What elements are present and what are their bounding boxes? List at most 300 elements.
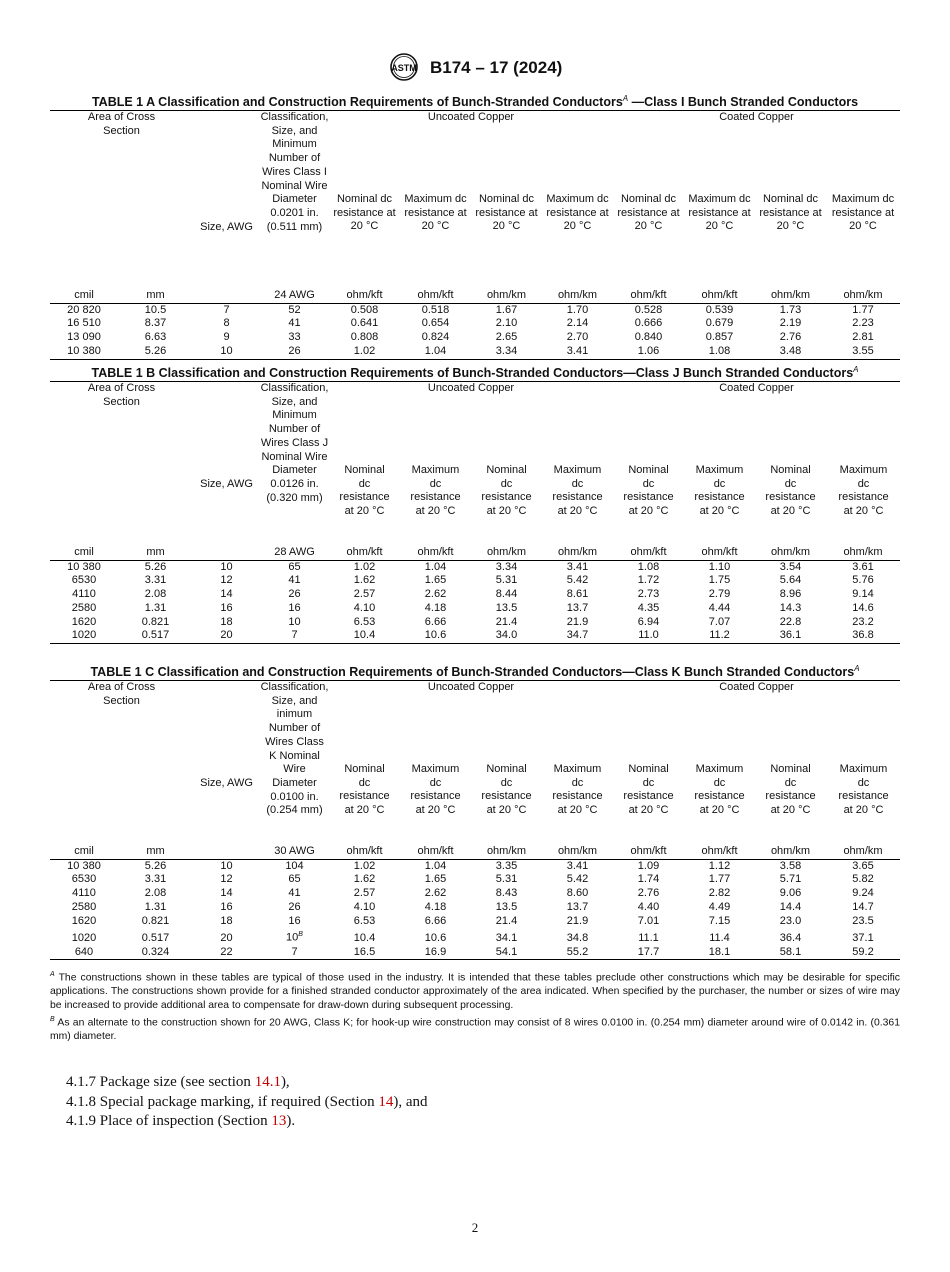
cell-value: 5.31 xyxy=(495,873,518,886)
cell-value: 11.0 xyxy=(638,629,659,642)
cell-value: 1.02 xyxy=(353,560,376,573)
uncoated-copper-header: Uncoated Copper xyxy=(427,681,515,693)
cell-value: 1620 xyxy=(71,914,97,927)
table-row xyxy=(50,946,900,960)
page-header xyxy=(0,52,950,86)
cell-value: 4.18 xyxy=(424,601,447,614)
table-cell xyxy=(684,859,755,873)
section-link[interactable]: 14.1 xyxy=(254,1074,281,1090)
cell-value: 13.5 xyxy=(495,900,518,913)
cell-value: 34.0 xyxy=(495,629,518,642)
page-number: 2 xyxy=(471,1220,479,1235)
cell-value: 2.57 xyxy=(353,588,376,601)
table-cell xyxy=(755,859,826,873)
item-text: 4.1.8 Special package marking, if required (Section xyxy=(66,1093,379,1110)
table-a-title-note: A xyxy=(622,94,629,103)
cell-value: 14.6 xyxy=(852,601,874,614)
table-cell xyxy=(755,887,826,901)
cell-value: 3.61 xyxy=(852,560,874,573)
cell-value: 6.66 xyxy=(424,615,447,628)
table-cell xyxy=(471,616,542,630)
cell-value: 0.679 xyxy=(705,317,734,330)
table-cell xyxy=(329,887,400,901)
table-cell xyxy=(118,317,193,331)
table-cell xyxy=(118,574,193,588)
cell-value: 1.10 xyxy=(708,560,731,573)
table-cell xyxy=(50,331,118,345)
table-cell xyxy=(118,303,193,317)
cell-value: 1.02 xyxy=(353,344,376,357)
table-cell xyxy=(50,602,118,616)
table-cell xyxy=(684,616,755,630)
table-cell xyxy=(755,574,826,588)
cell-value: 2.57 xyxy=(353,887,376,900)
table-cell xyxy=(400,331,471,345)
cell-value: 16 xyxy=(288,601,301,614)
table-cell xyxy=(118,345,193,359)
cell-value: 6.53 xyxy=(353,914,376,927)
cell-value: 1020 xyxy=(71,931,97,944)
cell-value: 7 xyxy=(223,303,230,316)
cell-value: 11.1 xyxy=(638,931,659,944)
cell-value: 0.508 xyxy=(350,303,379,316)
res-label: Maximum dc resistance at 20 °C xyxy=(404,193,467,233)
res-label: Maximum dc resistance at 20 °C xyxy=(552,763,603,817)
table-cell xyxy=(400,588,471,602)
table-cell xyxy=(542,317,613,331)
cell-value: 16 510 xyxy=(67,317,101,330)
table-cell xyxy=(193,345,260,359)
units-row xyxy=(50,289,900,303)
unit-cell: ohm/kft xyxy=(400,546,471,560)
cell-value: 2.14 xyxy=(566,317,589,330)
cell-value: 65 xyxy=(288,560,301,573)
units-row xyxy=(50,546,900,560)
table-cell xyxy=(755,331,826,345)
cell-value: 2.62 xyxy=(424,588,447,601)
cell-value: 65 xyxy=(288,873,301,886)
cell-value: 3.65 xyxy=(852,859,874,872)
cell-value: 21.9 xyxy=(566,615,589,628)
cell-value: 0.857 xyxy=(705,331,734,344)
table-cell xyxy=(755,303,826,317)
table-cell xyxy=(471,602,542,616)
table-cell xyxy=(329,928,400,945)
table-cell xyxy=(542,887,613,901)
table-a-title-text: TABLE 1 A Classification and Construction Requirements of Bunch-Stranded Conductors xyxy=(91,95,623,110)
cell-value: 10 380 xyxy=(67,859,101,872)
item-text: 4.1.7 Package size (see section xyxy=(66,1074,255,1090)
table-cell xyxy=(826,331,900,345)
table-cell xyxy=(193,928,260,945)
table-cell xyxy=(755,901,826,915)
table-cell xyxy=(826,859,900,873)
cell-value: 1.12 xyxy=(708,859,731,872)
cell-value: 2.70 xyxy=(566,331,589,344)
footnote-ref: B xyxy=(298,931,303,939)
cell-value: 104 xyxy=(285,859,304,872)
area-header: Area of Cross Section xyxy=(87,111,156,137)
cell-value: 1.65 xyxy=(424,574,447,587)
res-label: Nominal dc resistance at 20 °C xyxy=(481,763,532,817)
res-label: Maximum dc resistance at 20 °C xyxy=(694,464,745,518)
cell-value: 13 090 xyxy=(67,331,101,344)
cell-value: 3.41 xyxy=(566,344,589,357)
table-cell xyxy=(193,588,260,602)
table-cell xyxy=(400,602,471,616)
table-cell xyxy=(542,560,613,574)
unit-cell: ohm/km xyxy=(826,289,900,303)
unit-cell: ohm/km xyxy=(755,845,826,859)
cell-value: 2.08 xyxy=(144,887,167,900)
table-cell xyxy=(50,616,118,630)
table-cell xyxy=(118,873,193,887)
table-row xyxy=(50,901,900,915)
unit-cell: ohm/kft xyxy=(400,845,471,859)
cell-value: 3.34 xyxy=(495,344,518,357)
table-cell xyxy=(826,616,900,630)
table-cell xyxy=(260,616,329,630)
cell-value: 9 xyxy=(223,331,230,344)
item-text: ), xyxy=(280,1074,290,1090)
unit-cell xyxy=(193,845,260,859)
table-cell xyxy=(193,602,260,616)
item-text: 4.1.9 Place of inspection (Section xyxy=(66,1113,272,1129)
unit-cell: ohm/km xyxy=(542,845,613,859)
table-cell xyxy=(755,616,826,630)
unit-cell: ohm/kft xyxy=(613,289,684,303)
table-cell xyxy=(542,873,613,887)
table-cell xyxy=(260,574,329,588)
cell-value: 5.82 xyxy=(852,873,874,886)
cell-value: 4.10 xyxy=(353,601,376,614)
table-cell xyxy=(613,560,684,574)
table-cell xyxy=(613,602,684,616)
cell-value: 8.60 xyxy=(566,887,589,900)
table-c-title xyxy=(50,664,900,679)
table-cell xyxy=(118,629,193,643)
cell-value: 8 xyxy=(223,317,230,330)
table-cell xyxy=(613,873,684,887)
table-cell xyxy=(400,946,471,960)
table-cell xyxy=(118,560,193,574)
unit-cell: 28 AWG xyxy=(260,546,329,560)
table-row xyxy=(50,928,900,945)
cell-value: 4.44 xyxy=(708,601,731,614)
cell-value: 1.09 xyxy=(637,859,660,872)
table-cell xyxy=(471,915,542,929)
res-label: Nominal dc resistance at 20 °C xyxy=(339,763,390,817)
table-row xyxy=(50,887,900,901)
table-cell xyxy=(260,887,329,901)
cell-value: 3.54 xyxy=(779,560,802,573)
cell-value: 9.24 xyxy=(852,887,874,900)
table-cell xyxy=(118,588,193,602)
item-4-1-8 xyxy=(66,1093,428,1113)
table-cell xyxy=(260,873,329,887)
footnote-b-text: As an alternate to the construction shown for 20 AWG, Class K; for hook-up wire construction may consist of 8 wires 0.0100 in. (0.254 mm) diameter around wire of 0.0142 in. (0.361 mm) diameter. xyxy=(50,1017,900,1043)
res-label: Nominal dc resistance at 20 °C xyxy=(759,193,822,233)
table-cell xyxy=(50,629,118,643)
table-cell xyxy=(684,345,755,359)
cell-value: 1620 xyxy=(71,615,97,628)
cell-value: 1.67 xyxy=(495,303,518,316)
cell-value: 13.7 xyxy=(566,601,589,614)
table-cell xyxy=(329,574,400,588)
table-cell xyxy=(50,588,118,602)
unit-cell: ohm/kft xyxy=(613,845,684,859)
cell-value: 59.2 xyxy=(852,945,874,958)
cell-value: 7.15 xyxy=(708,914,731,927)
table-cell xyxy=(400,303,471,317)
unit-cell: ohm/km xyxy=(755,546,826,560)
cell-value: 55.2 xyxy=(566,945,589,958)
res-label: Maximum dc resistance at 20 °C xyxy=(546,193,609,233)
item-text: ), and xyxy=(393,1093,428,1110)
cell-value: 1.04 xyxy=(424,344,447,357)
section-link[interactable]: 14 xyxy=(378,1093,394,1110)
cell-value: 12 xyxy=(220,574,233,587)
cell-value: 5.26 xyxy=(144,859,167,872)
table-cell xyxy=(542,629,613,643)
cell-value: 1.72 xyxy=(637,574,660,587)
cell-value: 2580 xyxy=(71,601,97,614)
table-cell xyxy=(613,317,684,331)
table-cell xyxy=(684,873,755,887)
cell-value: 1.04 xyxy=(424,859,447,872)
cell-value: 6530 xyxy=(71,873,97,886)
cell-value: 1.08 xyxy=(708,344,731,357)
cell-value: 6.53 xyxy=(353,615,376,628)
cell-value: 6.94 xyxy=(637,615,660,628)
table-cell xyxy=(471,560,542,574)
table-cell xyxy=(755,946,826,960)
table-cell xyxy=(260,560,329,574)
table-cell xyxy=(400,901,471,915)
table-cell xyxy=(50,345,118,359)
table-cell xyxy=(826,928,900,945)
table-cell xyxy=(542,915,613,929)
table-cell xyxy=(684,602,755,616)
footnote-a xyxy=(50,968,900,1013)
table-row xyxy=(50,331,900,345)
ordering-items xyxy=(66,1073,428,1132)
cell-value: 20 xyxy=(220,629,233,642)
table-cell xyxy=(826,574,900,588)
res-label: Nominal dc resistance at 20 °C xyxy=(333,193,396,233)
cell-value: 4.40 xyxy=(637,900,660,913)
table-cell xyxy=(826,317,900,331)
cell-value: 4.10 xyxy=(353,900,376,913)
table-cell xyxy=(193,574,260,588)
cell-value: 36.8 xyxy=(852,629,874,642)
table-cell xyxy=(329,873,400,887)
unit-cell: ohm/km xyxy=(471,289,542,303)
footnote-b-mark: B xyxy=(50,1015,55,1023)
cell-value: 7.01 xyxy=(637,914,660,927)
table-cell xyxy=(755,602,826,616)
cell-value: 2.82 xyxy=(708,887,731,900)
unit-cell: ohm/kft xyxy=(329,289,400,303)
table-cell xyxy=(613,303,684,317)
table-cell xyxy=(684,303,755,317)
cell-value: 10.4 xyxy=(353,931,376,944)
cell-value: 0.666 xyxy=(634,317,663,330)
table-cell xyxy=(193,859,260,873)
table-cell xyxy=(684,629,755,643)
table-cell xyxy=(400,859,471,873)
table-row xyxy=(50,602,900,616)
unit-cell: ohm/km xyxy=(542,289,613,303)
cell-value: 0.824 xyxy=(421,331,450,344)
cell-value: 1.31 xyxy=(144,900,167,913)
cell-value: 2.76 xyxy=(779,331,802,344)
cell-value: 10 380 xyxy=(67,560,101,573)
cell-value: 8.43 xyxy=(495,887,518,900)
cell-value: 20 820 xyxy=(67,303,101,316)
cell-value: 37.1 xyxy=(852,931,874,944)
cell-value: 6.63 xyxy=(144,331,167,344)
cell-value: 34.1 xyxy=(495,931,518,944)
table-cell xyxy=(542,331,613,345)
cell-value: 3.31 xyxy=(144,574,167,587)
cell-value: 1.77 xyxy=(852,303,874,316)
cell-value: 1.62 xyxy=(353,574,376,587)
cell-value: 26 xyxy=(288,900,301,913)
table-cell xyxy=(684,331,755,345)
table-cell xyxy=(826,629,900,643)
cell-value: 22 xyxy=(220,945,233,958)
res-label: Maximum dc resistance at 20 °C xyxy=(688,193,751,233)
cell-value: 2.08 xyxy=(144,588,167,601)
table-cell xyxy=(329,345,400,359)
table-cell xyxy=(613,629,684,643)
table-cell xyxy=(400,560,471,574)
cell-value: 6530 xyxy=(71,574,97,587)
cell-value: 4110 xyxy=(72,887,96,900)
table-cell xyxy=(193,946,260,960)
classification-header: Classification, Size, and Minimum Number of Wires Class I Nominal Wire Diameter 0.0201 in. (0.511 mm) xyxy=(260,111,329,233)
table-cell xyxy=(50,574,118,588)
table-cell xyxy=(193,887,260,901)
table-cell xyxy=(260,629,329,643)
cell-value: 54.1 xyxy=(495,945,518,958)
table-cell xyxy=(118,859,193,873)
table-cell xyxy=(118,887,193,901)
unit-cell: mm xyxy=(118,845,193,859)
unit-cell: ohm/km xyxy=(826,546,900,560)
cell-value: 20 xyxy=(220,931,233,944)
cell-value: 3.48 xyxy=(779,344,802,357)
cell-value: 7 xyxy=(291,945,298,958)
table-cell xyxy=(50,946,118,960)
table-cell xyxy=(118,602,193,616)
cell-value: 16.9 xyxy=(424,945,447,958)
document-designation: B174 – 17 (2024) xyxy=(430,58,563,77)
cell-value: 10.6 xyxy=(424,629,447,642)
footnote-a-text: The constructions shown in these tables are typical of those used in the industry. It is intended that these tables preclude other constructions which may be desirable for specific applications. The constructions shown provide for a finished stranded conductor approximately of the area indicated. When specified by the purchaser, the number or sizes of wire may be increased to provide additional area to compensate for draw-down during subsequent processing. xyxy=(50,972,900,1012)
table-cell xyxy=(471,331,542,345)
unit-cell: ohm/kft xyxy=(684,845,755,859)
cell-value: 23.2 xyxy=(852,615,874,628)
cell-value: 1.74 xyxy=(637,873,660,886)
cell-value: 5.31 xyxy=(495,574,518,587)
table-row xyxy=(50,588,900,602)
unit-cell xyxy=(193,289,260,303)
res-label: Nominal dc resistance at 20 °C xyxy=(623,464,674,518)
cell-value: 2580 xyxy=(71,900,97,913)
table-cell xyxy=(613,574,684,588)
table-c xyxy=(50,680,900,960)
cell-value: 2.19 xyxy=(779,317,802,330)
table-cell xyxy=(684,928,755,945)
cell-value: 36.1 xyxy=(779,629,802,642)
table-cell xyxy=(400,574,471,588)
cell-value: 2.23 xyxy=(852,317,874,330)
section-link[interactable]: 13 xyxy=(271,1113,287,1129)
item-4-1-7 xyxy=(66,1073,428,1093)
cell-value: 21.9 xyxy=(566,914,589,927)
table-cell xyxy=(118,901,193,915)
table-cell xyxy=(329,303,400,317)
table-cell xyxy=(613,887,684,901)
cell-value: 0.641 xyxy=(350,317,379,330)
cell-value: 14 xyxy=(220,887,233,900)
table-cell xyxy=(826,303,900,317)
table-cell xyxy=(684,560,755,574)
table-cell xyxy=(329,859,400,873)
table-cell xyxy=(50,901,118,915)
table-cell xyxy=(118,616,193,630)
table-cell xyxy=(471,859,542,873)
cell-value: 4.35 xyxy=(637,601,660,614)
table-cell xyxy=(684,915,755,929)
cell-value: 2.73 xyxy=(637,588,660,601)
table-cell xyxy=(613,901,684,915)
unit-cell: ohm/km xyxy=(542,546,613,560)
table-cell xyxy=(826,588,900,602)
unit-cell: ohm/km xyxy=(471,546,542,560)
cell-value: 2.65 xyxy=(495,331,518,344)
item-text: ). xyxy=(286,1113,296,1129)
unit-cell: ohm/km xyxy=(826,845,900,859)
cell-value: 3.58 xyxy=(779,859,802,872)
unit-cell: cmil xyxy=(50,289,118,303)
unit-cell: mm xyxy=(118,289,193,303)
cell-value: 34.8 xyxy=(566,931,589,944)
table-cell xyxy=(471,345,542,359)
table-b xyxy=(50,381,900,644)
cell-value: 0.517 xyxy=(141,931,170,944)
cell-value: 23.5 xyxy=(852,914,874,927)
cell-value: 16 xyxy=(220,601,233,614)
table-a-title xyxy=(50,94,900,109)
table-cell xyxy=(613,616,684,630)
table-c-title-text: TABLE 1 C Classification and Construction Requirements of Bunch-Stranded Conductors—Class K Bunch Stranded Conductors xyxy=(90,665,855,680)
table-cell xyxy=(542,859,613,873)
unit-cell: ohm/kft xyxy=(613,546,684,560)
cell-value: 10 xyxy=(220,344,233,357)
footnote-b xyxy=(50,1013,900,1044)
table-cell xyxy=(613,345,684,359)
table-cell xyxy=(826,873,900,887)
cell-value: 36.4 xyxy=(779,931,802,944)
table-cell xyxy=(755,873,826,887)
table-cell xyxy=(542,616,613,630)
cell-value: 1.77 xyxy=(708,873,731,886)
units-row xyxy=(50,845,900,859)
table-cell xyxy=(471,946,542,960)
